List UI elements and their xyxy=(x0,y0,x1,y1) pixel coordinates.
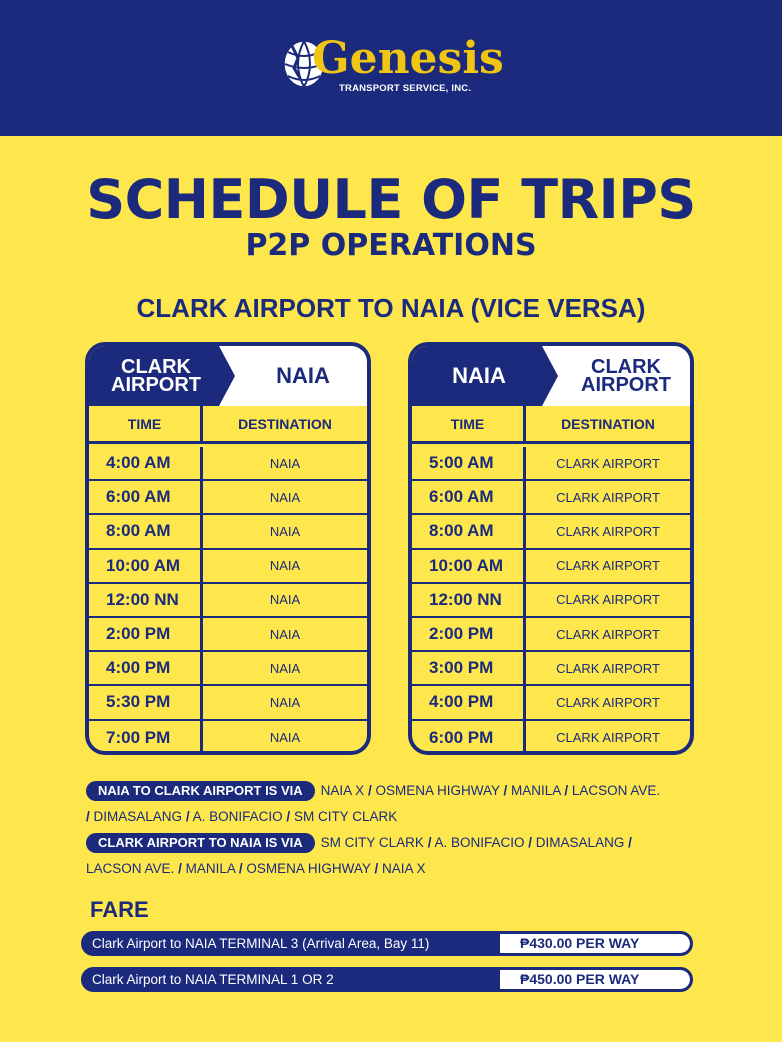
table-row xyxy=(412,447,690,481)
trip-time: 5:00 AM xyxy=(412,447,526,479)
table-row xyxy=(412,515,690,549)
via-stop: SM CITY CLARK xyxy=(293,809,398,824)
table-row xyxy=(412,721,690,755)
via-clark-to-naia: CLARK AIRPORT TO NAIA IS VIA SM CITY CLARK / A. BONIFACIO / DIMASALANG / LACSON AVE. / MANILA / OSMENA HIGHWAY / NAIA X xyxy=(86,835,632,876)
trip-destination: CLARK AIRPORT xyxy=(556,660,660,676)
table-row xyxy=(89,618,367,652)
via-stop: NAIA X xyxy=(320,783,365,798)
brand-logo[interactable] xyxy=(282,34,502,98)
via-stop: A. BONIFACIO xyxy=(434,835,525,850)
trip-time: 4:00 PM xyxy=(412,686,526,718)
destination-label: CLARK AIRPORT xyxy=(581,356,671,396)
trip-time: 2:00 PM xyxy=(89,618,203,650)
brand-name: Genesis xyxy=(312,33,504,84)
schedule-table-clark-to-naia xyxy=(85,342,371,755)
table-row xyxy=(89,515,367,549)
via-stop: NAIA X xyxy=(382,861,426,876)
table-row xyxy=(412,584,690,618)
table-row xyxy=(89,721,367,755)
destination-label: NAIA xyxy=(276,363,330,388)
table-row xyxy=(412,550,690,584)
col-destination: DESTINATION xyxy=(238,415,332,432)
table-row xyxy=(412,652,690,686)
trip-time: 12:00 NN xyxy=(89,584,203,616)
page-title: SCHEDULE OF TRIPS xyxy=(86,168,696,231)
trip-time: 6:00 AM xyxy=(89,481,203,513)
trip-time: 8:00 AM xyxy=(412,515,526,547)
trip-time: 6:00 AM xyxy=(412,481,526,513)
route-heading: CLARK AIRPORT TO NAIA (VICE VERSA) xyxy=(136,293,646,323)
trip-destination: NAIA xyxy=(269,592,301,608)
trip-destination: NAIA xyxy=(269,489,301,505)
column-headers xyxy=(89,406,367,444)
brand-subtitle: TRANSPORT SERVICE, INC. xyxy=(339,83,472,94)
via-stop: OSMENA HIGHWAY xyxy=(375,783,500,798)
trip-destination: CLARK AIRPORT xyxy=(556,626,660,642)
trip-destination: CLARK AIRPORT xyxy=(556,694,660,710)
trip-time: 4:00 AM xyxy=(89,447,203,479)
col-time: TIME xyxy=(412,406,526,441)
via-stop: DIMASALANG xyxy=(535,835,625,850)
trip-destination: NAIA xyxy=(269,730,301,746)
table-row xyxy=(89,686,367,720)
trip-destination: CLARK AIRPORT xyxy=(556,455,660,471)
table-row xyxy=(412,481,690,515)
page-subtitle: P2P OPERATIONS xyxy=(245,228,537,263)
table-row xyxy=(89,447,367,481)
trip-destination: NAIA xyxy=(269,523,301,539)
table-row xyxy=(89,550,367,584)
schedule-table-naia-to-clark xyxy=(408,342,694,755)
trip-destination: CLARK AIRPORT xyxy=(556,523,660,539)
fare-row xyxy=(81,967,693,992)
trip-destination: NAIA xyxy=(269,660,301,676)
trip-destination: NAIA xyxy=(269,694,301,710)
trip-destination: CLARK AIRPORT xyxy=(556,558,660,574)
trip-time: 7:00 PM xyxy=(89,721,203,755)
fare-description: Clark Airport to NAIA TERMINAL 3 (Arrival Area, Bay 11) xyxy=(92,936,430,951)
via-stop: MANILA xyxy=(185,861,236,876)
table-rows xyxy=(89,447,367,755)
trip-time: 12:00 NN xyxy=(412,584,526,616)
table-rows xyxy=(412,447,690,755)
origin-label: NAIA xyxy=(452,363,506,388)
col-destination: DESTINATION xyxy=(561,415,655,432)
via-stop: MANILA xyxy=(511,783,561,798)
table-row xyxy=(89,584,367,618)
via-stop: SM CITY CLARK xyxy=(320,835,424,850)
trip-destination: CLARK AIRPORT xyxy=(556,592,660,608)
table-row xyxy=(412,686,690,720)
trip-time: 6:00 PM xyxy=(412,721,526,755)
via-stop: DIMASALANG xyxy=(93,809,183,824)
origin-label: CLARK AIRPORT xyxy=(111,356,201,396)
trip-time: 10:00 AM xyxy=(89,550,203,582)
fare-description: Clark Airport to NAIA TERMINAL 1 OR 2 xyxy=(92,972,334,987)
via-label: NAIA TO CLARK AIRPORT IS VIA xyxy=(86,781,315,801)
trip-destination: NAIA xyxy=(269,558,301,574)
header-banner xyxy=(0,0,782,136)
via-stop: LACSON AVE. xyxy=(571,783,661,798)
fare-price: ₱450.00 PER WAY xyxy=(500,970,690,989)
fare-row xyxy=(81,931,693,956)
via-label: CLARK AIRPORT TO NAIA IS VIA xyxy=(86,833,315,853)
trip-destination: CLARK AIRPORT xyxy=(556,730,660,746)
fare-price: ₱430.00 PER WAY xyxy=(500,934,690,953)
via-naia-to-clark: NAIA TO CLARK AIRPORT IS VIA NAIA X / OSMENA HIGHWAY / MANILA / LACSON AVE. / DIMASALANG / A. BONIFACIO / SM CITY CLARK xyxy=(86,783,661,824)
via-stop: A. BONIFACIO xyxy=(192,809,283,824)
trip-time: 5:30 PM xyxy=(89,686,203,718)
trip-destination: NAIA xyxy=(269,455,301,471)
trip-destination: CLARK AIRPORT xyxy=(556,489,660,505)
via-stop: LACSON AVE. xyxy=(86,861,175,876)
table-header xyxy=(89,346,367,406)
via-stop: OSMENA HIGHWAY xyxy=(246,861,371,876)
table-row xyxy=(89,652,367,686)
table-row xyxy=(89,481,367,515)
fare-title: FARE xyxy=(90,897,149,922)
trip-time: 10:00 AM xyxy=(412,550,526,582)
column-headers xyxy=(412,406,690,444)
trip-destination: NAIA xyxy=(269,626,301,642)
trip-time: 8:00 AM xyxy=(89,515,203,547)
trip-time: 3:00 PM xyxy=(412,652,526,684)
table-row xyxy=(412,618,690,652)
trip-time: 4:00 PM xyxy=(89,652,203,684)
trip-time: 2:00 PM xyxy=(412,618,526,650)
col-time: TIME xyxy=(89,406,203,441)
table-header xyxy=(412,346,690,406)
